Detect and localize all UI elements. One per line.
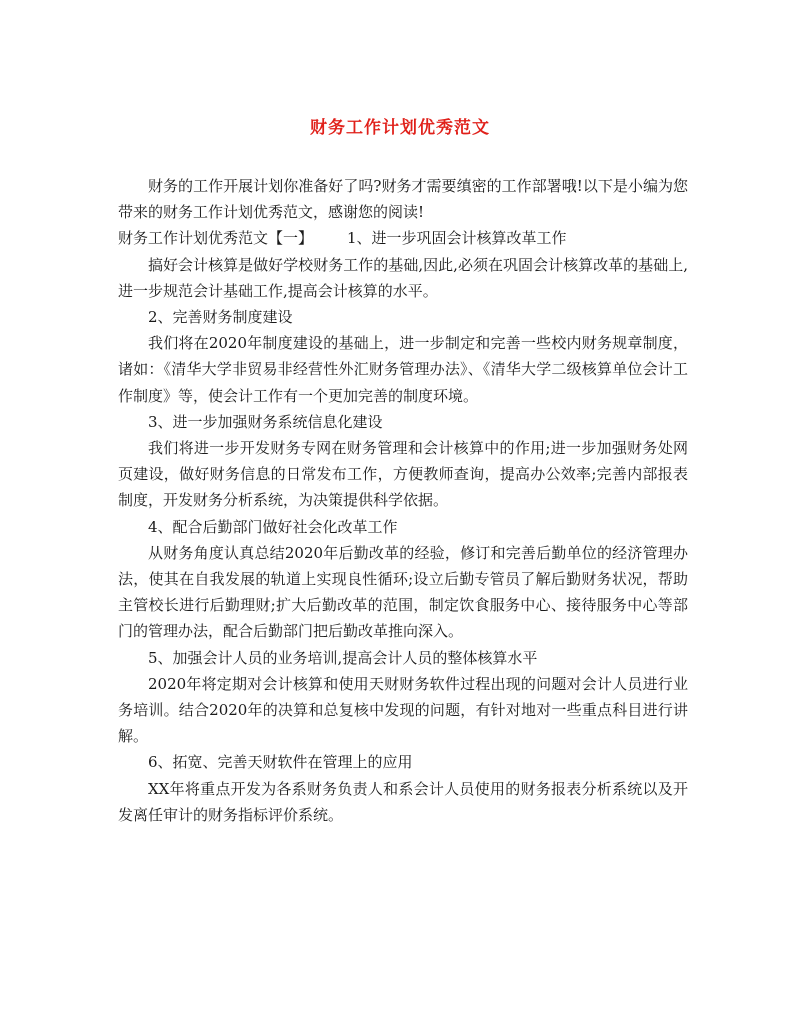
item5-paragraph: 2020年将定期对会计核算和使用天财财务软件过程出现的问题对会计人员进行业务培训。结合2020年的决算和总复核中发现的问题，有针对地对一些重点科目进行讲解。 xyxy=(118,674,688,746)
item2-heading: 2、完善财务制度建设 xyxy=(148,308,293,327)
item2-paragraph: 我们将在2020年制度建设的基础上，进一步制定和完善一些校内财务规章制度，诸如：《清华大学非贸易非经营性外汇财务管理办法》、《清华大学二级核算单位会计工作制度》等，使会计工作有一个更加完善的制度环境。 xyxy=(118,334,688,405)
item3-heading: 3、进一步加强财务系统信息化建设 xyxy=(148,412,383,431)
item1-heading: 1、进一步巩固会计核算改革工作 xyxy=(347,229,567,248)
item6-paragraph: XX年将重点开发为各系财务负责人和系会计人员使用的财务报表分析系统以及开发离任审计的财务指标评价系统。 xyxy=(118,779,688,824)
section-heading-line xyxy=(118,225,688,251)
item4-heading: 4、配合后勤部门做好社会化改革工作 xyxy=(148,517,398,536)
intro-paragraph: 财务的工作开展计划你准备好了吗?财务才需要缜密的工作部署哦!以下是小编为您带来的财务工作计划优秀范文，感谢您的阅读! xyxy=(118,177,688,222)
document-title: 财务工作计划优秀范文 xyxy=(310,118,490,138)
section-heading: 财务工作计划优秀范文【一】 xyxy=(118,229,314,248)
document-body xyxy=(118,173,688,828)
item3-paragraph: 我们将进一步开发财务专网在财务管理和会计核算中的作用;进一步加强财务处网页建设，做好财务信息的日常发布工作，方便教师查询，提高办公效率;完善内部报表制度，开发财务分析系统，为决策提供科学依据。 xyxy=(118,439,688,510)
item6-heading: 6、拓宽、完善天财软件在管理上的应用 xyxy=(148,753,413,772)
item4-paragraph: 从财务角度认真总结2020年后勤改革的经验，修订和完善后勤单位的经济管理办法，使其在自我发展的轨道上实现良性循环;设立后勤专管员了解后勤财务状况，帮助主管校长进行后勤理财;扩大后勤改革的范围，制定饮食服务中心、接待服务中心等部门的管理办法，配合后勤部门把后勤改革推向深入。 xyxy=(118,543,688,641)
item1-paragraph: 搞好会计核算是做好学校财务工作的基础,因此,必须在巩固会计核算改革的基础上,进一步规范会计基础工作,提高会计核算的水平。 xyxy=(118,255,688,300)
item5-heading: 5、加强会计人员的业务培训,提高会计人员的整体核算水平 xyxy=(148,648,538,667)
